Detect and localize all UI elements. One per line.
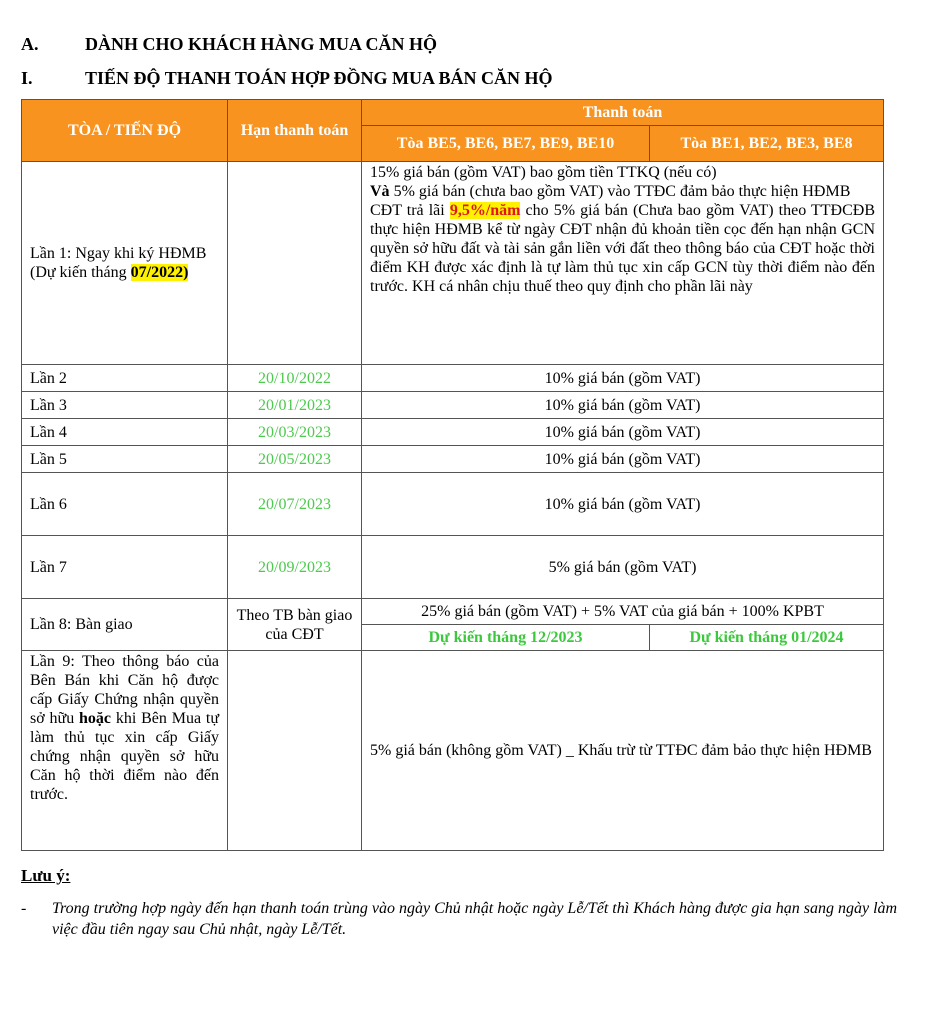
stage-cell: Lần 3 — [22, 392, 228, 419]
payment-cell: 5% giá bán (không gồm VAT) _ Khấu trừ từ TTĐC đảm bảo thực hiện HĐMB — [362, 651, 884, 851]
section-a-title: DÀNH CHO KHÁCH HÀNG MUA CĂN HỘ — [85, 34, 437, 54]
table-row — [22, 392, 884, 419]
stage-text-bold: hoặc — [79, 710, 112, 727]
stage-month-highlight: 07/2022) — [130, 264, 189, 281]
payment-cell: 10% giá bán (gồm VAT) — [362, 365, 884, 392]
due-date: 20/05/2023 — [228, 446, 362, 473]
payment-schedule-table — [21, 99, 884, 851]
header-stage: TÒA / TIẾN ĐỘ — [22, 100, 228, 162]
section-i-title: TIẾN ĐỘ THANH TOÁN HỢP ĐỒNG MUA BÁN CĂN HỘ — [85, 68, 553, 88]
due-date: 20/09/2023 — [228, 536, 362, 599]
stage-cell: Lần 4 — [22, 419, 228, 446]
stage-cell — [22, 162, 228, 365]
header-payment: Thanh toán — [362, 100, 884, 126]
deadline-cell: Theo TB bàn giao của CĐT — [228, 599, 362, 651]
table-row — [22, 162, 884, 365]
interest-pre: CĐT trả lãi — [370, 202, 450, 219]
note-title: Lưu ý: — [21, 866, 71, 885]
stage-text-pre: Lần 9: Theo thông báo của Bên Bán khi Căn hộ được cấp Giấy Chứng nhận quyền sở hữu — [30, 653, 219, 727]
deadline-cell — [228, 651, 362, 851]
section-i-heading — [21, 68, 553, 89]
stage-cell: Lần 6 — [22, 473, 228, 536]
stage-text-post: khi Bên Mua tự làm thủ tục xin cấp Giấy chứng nhận quyền sở hữu Căn hộ thời điểm nào đến trước. — [30, 710, 219, 803]
due-date: 20/07/2023 — [228, 473, 362, 536]
stage-cell: Lần 8: Bàn giao — [22, 599, 228, 651]
note — [21, 898, 901, 940]
table-row — [22, 419, 884, 446]
table-row — [22, 473, 884, 536]
table-row — [22, 651, 884, 851]
payment-line-3 — [370, 201, 875, 296]
table-header-row — [22, 100, 884, 126]
section-i-number: I. — [21, 68, 33, 88]
payment-line-1: 15% giá bán (gồm VAT) bao gồm tiền TTKQ (nếu có) — [370, 164, 717, 181]
payment-cell: 5% giá bán (gồm VAT) — [362, 536, 884, 599]
expected-month-group-2: Dự kiến tháng 01/2024 — [650, 625, 884, 651]
interest-post: cho 5% giá bán (Chưa bao gồm VAT) theo TTĐCĐB thực hiện HĐMB kể từ ngày CĐT nhận đủ khoản tiền cọc đến hạn nhận GCN quyền sở hữu đất và tài sản gắn liền với đất theo thông báo của CĐT hoặc thời điểm KH được xác định là tự làm thủ tục xin cấp GCN tùy thời điểm nào đến trước. KH cá nhân chịu thuế theo quy định cho phần lãi này — [370, 202, 875, 295]
payment-cell: 10% giá bán (gồm VAT) — [362, 446, 884, 473]
table-row — [22, 599, 884, 625]
interest-rate-highlight: 9,5%/năm — [449, 202, 521, 219]
due-date: 20/10/2022 — [228, 365, 362, 392]
table-row — [22, 365, 884, 392]
payment-and-bold: Và — [370, 183, 390, 200]
payment-cell: 10% giá bán (gồm VAT) — [362, 392, 884, 419]
payment-cell: 10% giá bán (gồm VAT) — [362, 419, 884, 446]
payment-line-2-text: 5% giá bán (chưa bao gồm VAT) vào TTĐC đảm bảo thực hiện HĐMB — [389, 183, 851, 200]
stage-cell: Lần 2 — [22, 365, 228, 392]
note-dash: - — [21, 900, 27, 917]
table-row — [22, 446, 884, 473]
payment-cell — [362, 162, 884, 365]
note-text: Trong trường hợp ngày đến hạn thanh toán trùng vào ngày Chủ nhật hoặc ngày Lễ/Tết thì Khách hàng được gia hạn sang ngày làm việc đầu tiên ngay sau Chủ nhật, ngày Lễ/Tết. — [52, 900, 898, 938]
table-row — [22, 536, 884, 599]
stage-cell: Lần 5 — [22, 446, 228, 473]
payment-cell: 10% giá bán (gồm VAT) — [362, 473, 884, 536]
section-a-number: A. — [21, 34, 39, 54]
header-deadline: Hạn thanh toán — [228, 100, 362, 162]
payment-line-2 — [370, 182, 875, 201]
payment-cell: 25% giá bán (gồm VAT) + 5% VAT của giá bán + 100% KPBT — [362, 599, 884, 625]
stage-cell: Lần 7 — [22, 536, 228, 599]
expected-month-group-1: Dự kiến tháng 12/2023 — [362, 625, 650, 651]
due-date: 20/01/2023 — [228, 392, 362, 419]
deadline-cell — [228, 162, 362, 365]
due-date: 20/03/2023 — [228, 419, 362, 446]
header-group-1: Tòa BE5, BE6, BE7, BE9, BE10 — [362, 126, 650, 162]
header-group-2: Tòa BE1, BE2, BE3, BE8 — [650, 126, 884, 162]
stage-text: Lần 1: Ngay khi ký HĐMB (Dự kiến tháng — [30, 245, 207, 281]
stage-cell — [22, 651, 228, 851]
section-a-heading — [21, 34, 437, 55]
